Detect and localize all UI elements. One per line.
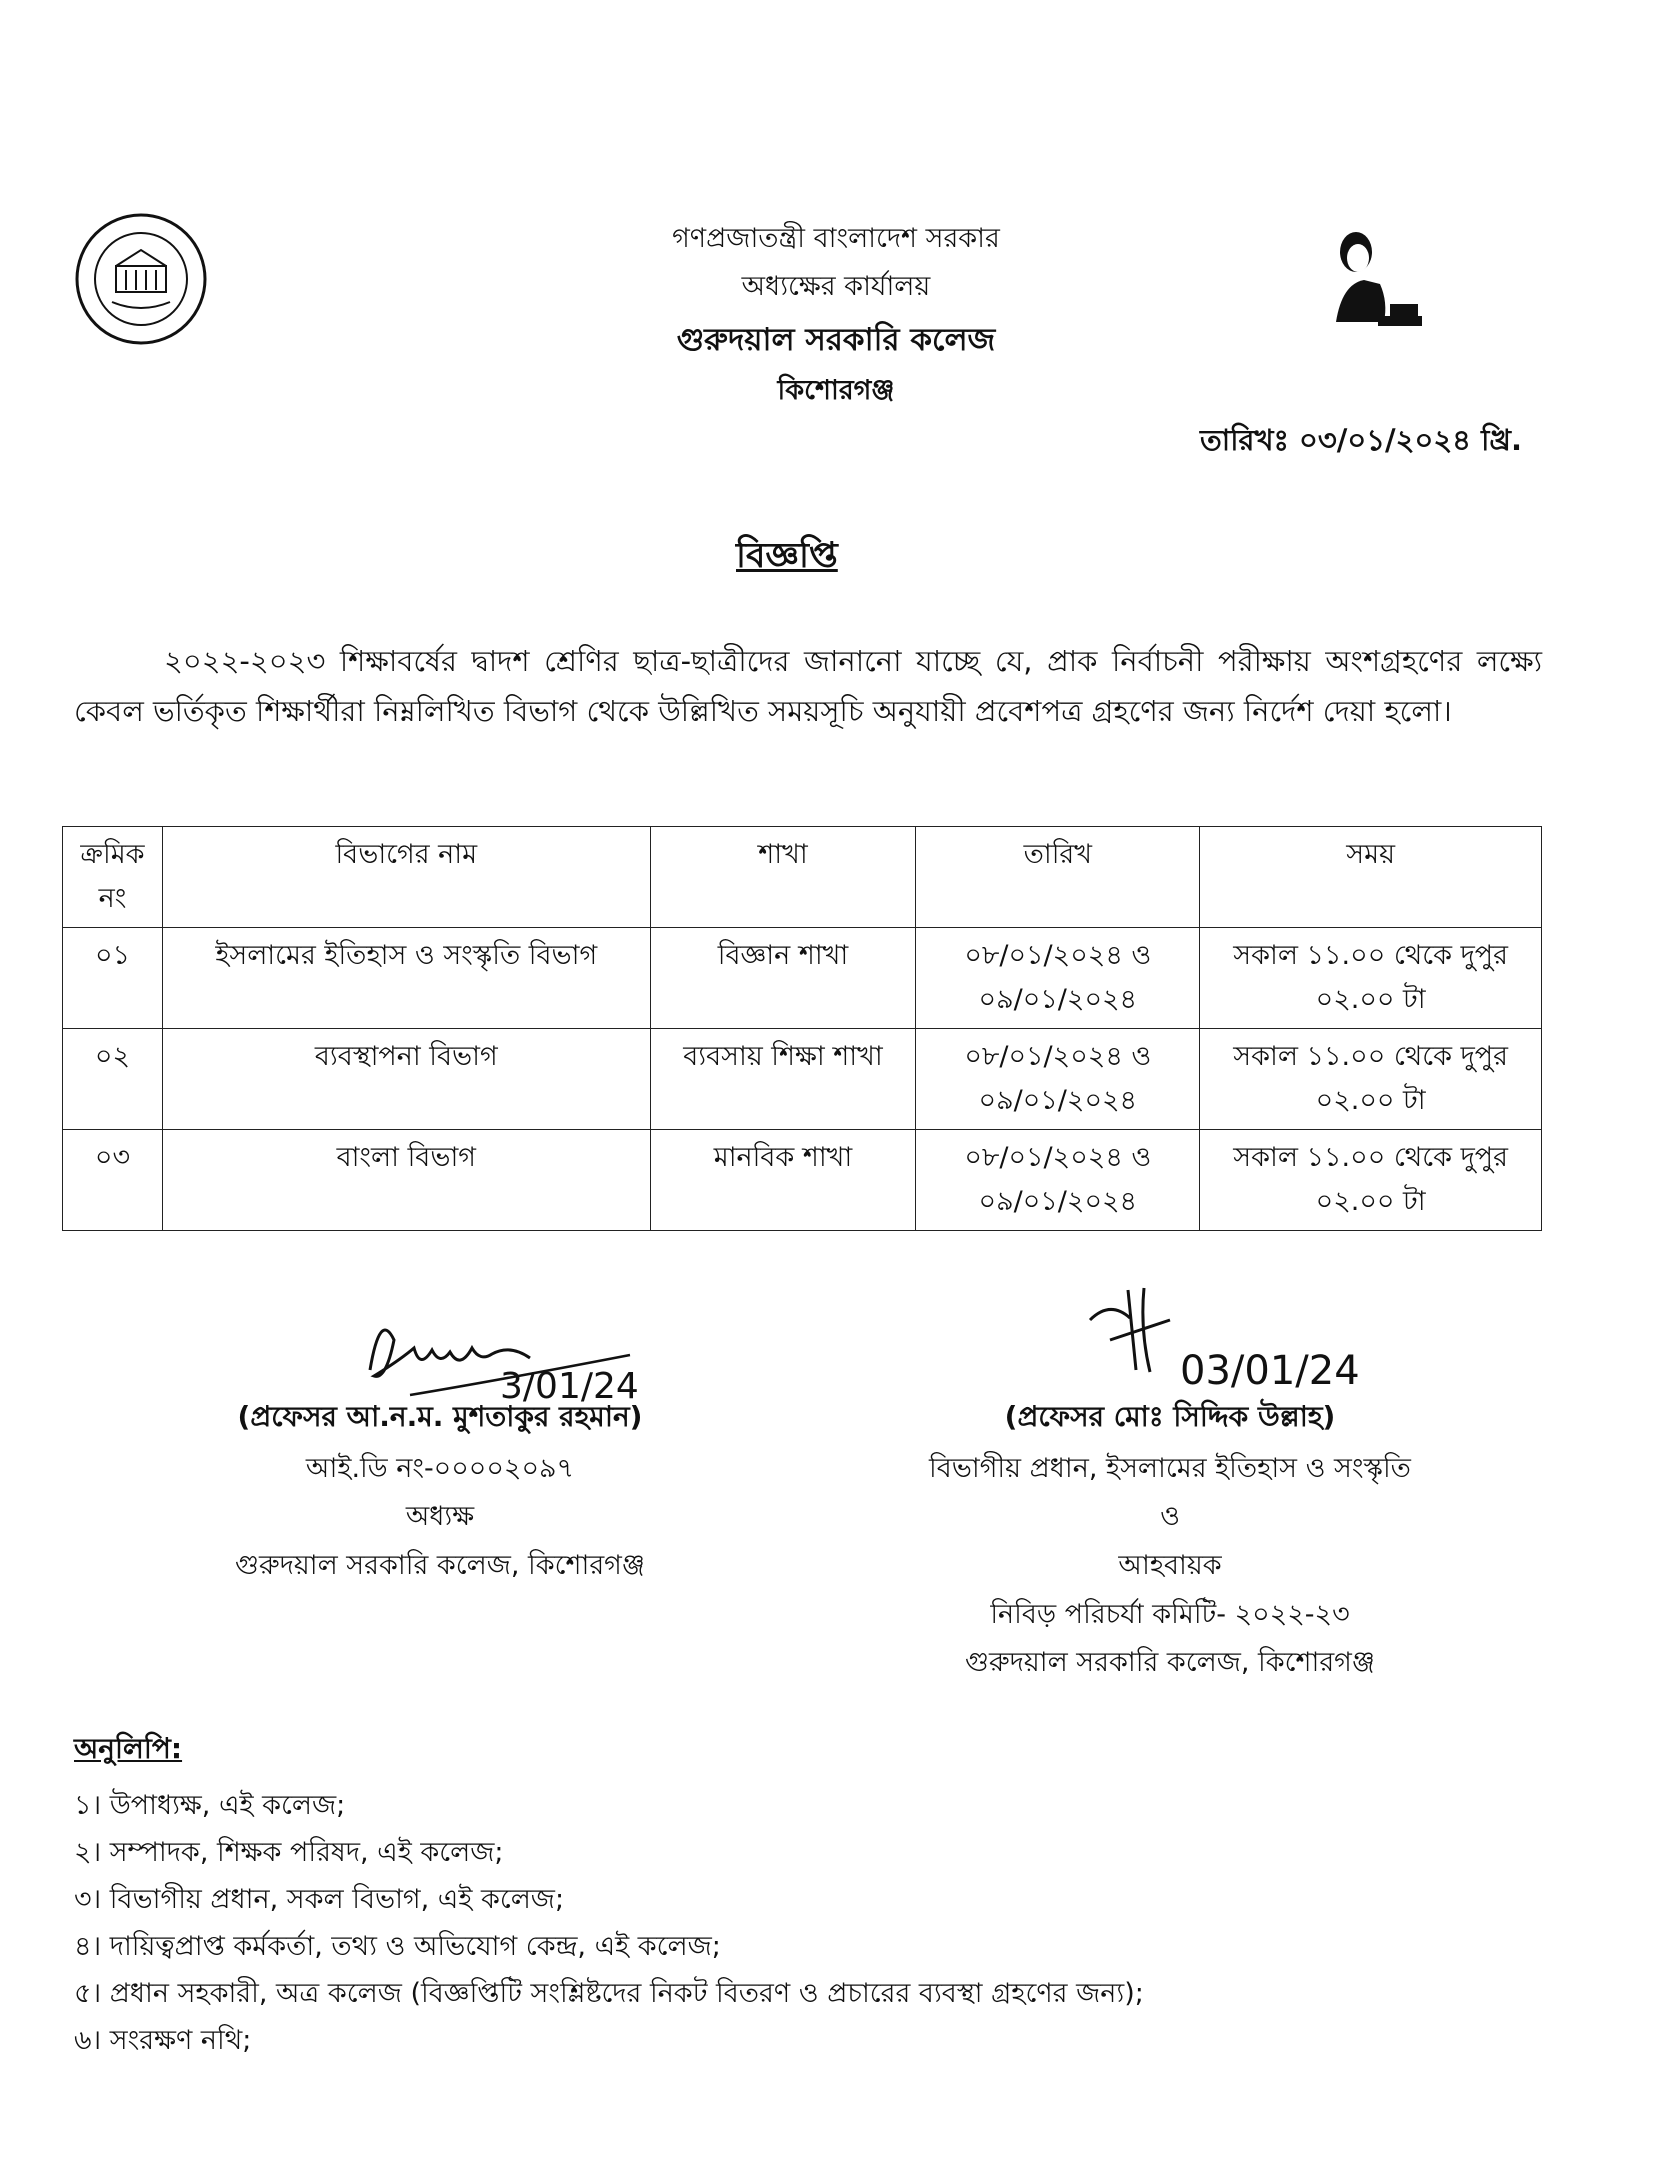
principal-signature-date: 3/01/24: [500, 1366, 639, 1407]
cell-serial: ০৩: [63, 1130, 163, 1231]
cell-time: সকাল ১১.০০ থেকে দুপুর ০২.০০ টা: [1200, 1029, 1542, 1130]
college-seal-icon: [72, 210, 210, 348]
cell-date: ০৮/০১/২০২৪ ও ০৯/০১/২০২৪: [916, 928, 1200, 1029]
date-line: তারিখঃ ০৩/০১/২০২৪ খ্রি.: [1200, 423, 1522, 457]
convener-signature-date: 03/01/24: [1180, 1348, 1360, 1394]
convener-signature: [1080, 1280, 1400, 1400]
cell-department: ব্যবস্থাপনা বিভাগ: [162, 1029, 650, 1130]
convener-conjunction: ও: [1160, 1501, 1180, 1532]
cell-date: ০৮/০১/২০২৪ ও ০৯/০১/২০২৪: [916, 1029, 1200, 1130]
cell-serial: ০২: [63, 1029, 163, 1130]
convener-committee: নিবিড় পরিচর্যা কমিটি- ২০২২-২৩: [990, 1599, 1350, 1630]
table-row: [63, 928, 1542, 1029]
header-department: বিভাগের নাম: [162, 827, 650, 928]
list-item: ২। সম্পাদক, শিক্ষক পরিষদ, এই কলেজ;: [74, 1837, 504, 1868]
cell-department: বাংলা বিভাগ: [162, 1130, 650, 1231]
notice-body: ২০২২-২০২৩ শিক্ষাবর্ষের দ্বাদশ শ্রেণির ছাত্র-ছাত্রীদের জানানো যাচ্ছে যে, প্রাক নির্বাচনী পরীক্ষায় অংশগ্রহণের লক্ষ্যে কেবল ভর্তিকৃত শিক্ষার্থীরা নিম্নলিখিত বিভাগ থেকে উল্লিখিত সময়সূচি অনুযায়ী প্রবেশপত্র গ্রহণের জন্য নির্দেশ দেয়া হলো।: [74, 644, 1542, 728]
notice-title: বিজ্ঞপ্তি: [736, 536, 838, 576]
cell-serial: ০১: [63, 928, 163, 1029]
list-item: ৪। দায়িত্বপ্রাপ্ত কর্মকর্তা, তথ্য ও অভিযোগ কেন্দ্র, এই কলেজ;: [74, 1931, 721, 1962]
cell-branch: বিজ্ঞান শাখা: [650, 928, 916, 1029]
header-government: গণপ্রজাতন্ত্রী বাংলাদেশ সরকার: [672, 223, 1000, 254]
portrait-emblem-icon: [1318, 222, 1428, 332]
principal-office: গুরুদয়াল সরকারি কলেজ, কিশোরগঞ্জ: [235, 1550, 645, 1581]
principal-name: (প্রফেসর আ.ন.ম. মুশতাকুর রহমান): [237, 1400, 643, 1433]
list-item: ৬। সংরক্ষণ নথি;: [74, 2025, 252, 2056]
cell-branch: ব্যবসায় শিক্ষা শাখা: [650, 1029, 916, 1130]
table-row: [63, 1130, 1542, 1231]
convener-office: গুরুদয়াল সরকারি কলেজ, কিশোরগঞ্জ: [965, 1647, 1375, 1678]
table-header-row: [63, 827, 1542, 928]
convener-designation-2: আহবায়ক: [1118, 1550, 1222, 1581]
convener-designation-1: বিভাগীয় প্রধান, ইসলামের ইতিহাস ও সংস্কৃতি: [929, 1453, 1411, 1484]
header-date: তারিখ: [916, 827, 1200, 928]
convener-name: (প্রফেসর মোঃ সিদ্দিক উল্লাহ): [1004, 1400, 1336, 1433]
list-item: ১। উপাধ্যক্ষ, এই কলেজ;: [74, 1790, 346, 1821]
principal-designation: অধ্যক্ষ: [405, 1501, 475, 1532]
principal-id: আই.ডি নং-০০০০২০৯৭: [305, 1453, 575, 1484]
header-branch: শাখা: [650, 827, 916, 928]
list-item: ৩। বিভাগীয় প্রধান, সকল বিভাগ, এই কলেজ;: [74, 1884, 565, 1915]
cell-department: ইসলামের ইতিহাস ও সংস্কৃতি বিভাগ: [162, 928, 650, 1029]
schedule-table: [62, 826, 1542, 1231]
principal-signature: [350, 1300, 640, 1410]
list-item: ৫। প্রধান সহকারী, অত্র কলেজ (বিজ্ঞপ্তিটি সংশ্লিষ্টদের নিকট বিতরণ ও প্রচারের ব্যবস্থা গ্রহণের জন্য);: [74, 1978, 1144, 2009]
table-row: [63, 1029, 1542, 1130]
header-city: কিশোরগঞ্জ: [777, 375, 895, 406]
header-office: অধ্যক্ষের কার্যালয়: [741, 271, 931, 302]
header-college: গুরুদয়াল সরকারি কলেজ: [676, 322, 996, 358]
cell-time: সকাল ১১.০০ থেকে দুপুর ০২.০০ টা: [1200, 1130, 1542, 1231]
cell-date: ০৮/০১/২০২৪ ও ০৯/০১/২০২৪: [916, 1130, 1200, 1231]
cc-list: [74, 1782, 1144, 2064]
header-time: সময়: [1200, 827, 1542, 928]
cell-branch: মানবিক শাখা: [650, 1130, 916, 1231]
cc-title: অনুলিপি:: [74, 1732, 183, 1765]
header-serial: ক্রমিক নং: [63, 827, 163, 928]
cell-time: সকাল ১১.০০ থেকে দুপুর ০২.০০ টা: [1200, 928, 1542, 1029]
